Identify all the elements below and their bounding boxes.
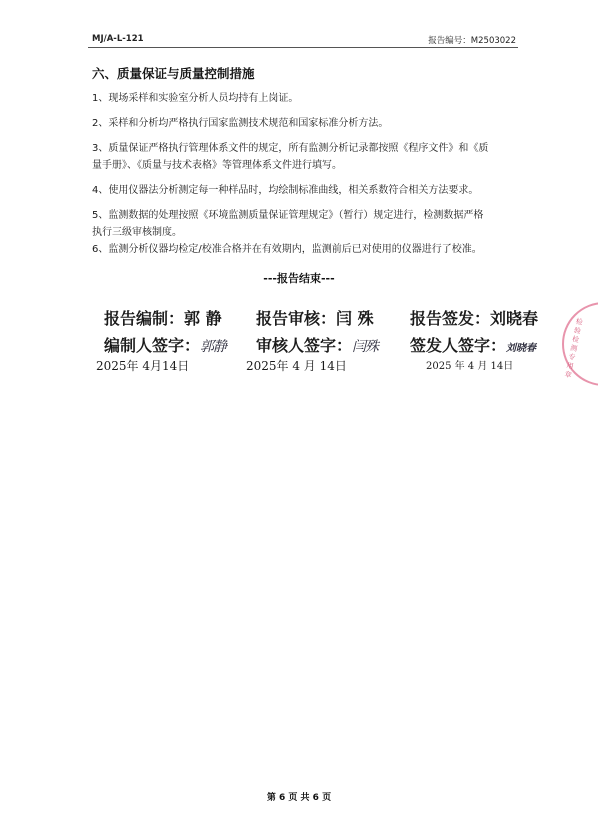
qc-item-3	[92, 140, 518, 174]
official-seal-text: 检验检测专用章	[563, 317, 584, 380]
page-number: 第 6 页 共 6 页	[266, 793, 332, 803]
approver-date: 2025 年 4 月 14日	[426, 361, 514, 372]
approver-signature-row	[410, 333, 536, 356]
compiler-signature: 郭静	[200, 339, 227, 355]
qc-item-5-line-1: 5、监测数据的处理按照《环境监测质量保证管理规定》（暂行）规定进行，检测数据严格	[92, 210, 484, 221]
qc-item-6: 6、监测分析仪器均检定/校准合格并在有效期内，监测前后已对使用的仪器进行了校准。	[92, 244, 482, 255]
header-divider	[88, 47, 518, 48]
section-title: 六、质量保证与质量控制措施	[92, 66, 255, 81]
reviewer-signature: 闫殊	[352, 339, 379, 355]
compiler-date: 2025年 4月14日	[96, 359, 190, 373]
qc-item-5	[92, 207, 518, 241]
approver-signature-label: 签发人签字：	[410, 336, 507, 355]
reviewer-signature-row	[256, 333, 378, 356]
approver-signature: 刘晓春	[506, 343, 537, 354]
report-number: 报告编号：M2503022	[428, 36, 516, 46]
reviewer-role: 报告审核：闫 殊	[256, 309, 374, 328]
qc-item-3-line-1: 3、质量保证严格执行管理体系文件的规定，所有监测分析记录都按照《程序文件》和《质	[92, 143, 489, 154]
approver-role: 报告签发：刘晓春	[410, 309, 539, 328]
qc-item-1: 1、现场采样和实验室分析人员均持有上岗证。	[92, 93, 299, 104]
compiler-signature-row	[104, 333, 226, 356]
report-end-mark: ---报告结束---	[263, 272, 335, 285]
reviewer-signature-label: 审核人签字：	[256, 336, 353, 355]
qc-item-5-line-2: 执行三级审核制度。	[92, 227, 182, 238]
qc-item-4: 4、使用仪器法分析测定每一种样品时，均绘制标准曲线，相关系数符合相关方法要求。	[92, 185, 479, 196]
qc-item-3-line-2: 量手册》、《质量与技术表格》等管理体系文件进行填写。	[92, 160, 342, 171]
compiler-role: 报告编制：郭 静	[104, 309, 222, 328]
qc-item-2: 2、采样和分析均严格执行国家监测技术规范和国家标准分析方法。	[92, 118, 389, 129]
reviewer-date: 2025年 4 月 14日	[246, 359, 347, 373]
document-code: MJ/A-L-121	[92, 34, 144, 44]
compiler-signature-label: 编制人签字：	[104, 336, 201, 355]
